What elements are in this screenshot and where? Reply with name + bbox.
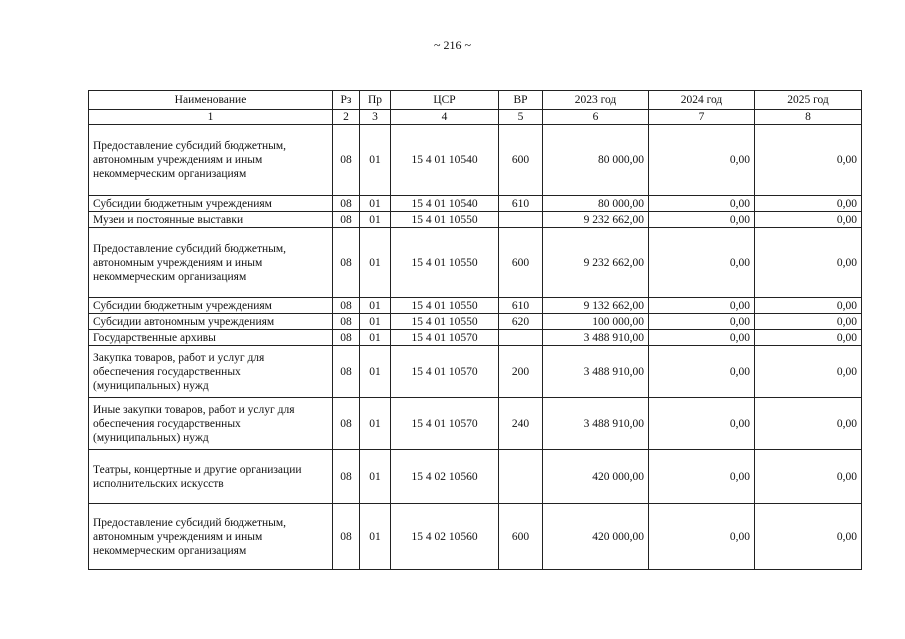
row-2023: 3 488 910,00 (543, 330, 649, 346)
row-2025: 0,00 (755, 228, 862, 298)
table-row (89, 298, 862, 314)
header-rz: Рз (333, 91, 360, 110)
header-pr: Пр (360, 91, 391, 110)
row-name: Предоставление субсидий бюджетным, автономным учреждениям и иным некоммерческим организациям (89, 504, 333, 570)
row-2025: 0,00 (755, 298, 862, 314)
row-csr: 15 4 01 10550 (391, 212, 499, 228)
header-row (89, 91, 862, 110)
table-row (89, 228, 862, 298)
row-rz: 08 (333, 450, 360, 504)
row-vr: 240 (499, 398, 543, 450)
row-2023: 3 488 910,00 (543, 346, 649, 398)
header-2024: 2024 год (649, 91, 755, 110)
row-2023: 80 000,00 (543, 125, 649, 196)
row-2025: 0,00 (755, 398, 862, 450)
row-rz: 08 (333, 298, 360, 314)
row-rz: 08 (333, 212, 360, 228)
row-2023: 420 000,00 (543, 504, 649, 570)
row-vr (499, 212, 543, 228)
row-vr (499, 330, 543, 346)
column-number: 8 (755, 110, 862, 125)
row-rz: 08 (333, 228, 360, 298)
row-vr (499, 450, 543, 504)
row-2023: 80 000,00 (543, 196, 649, 212)
row-rz: 08 (333, 196, 360, 212)
row-csr: 15 4 02 10560 (391, 450, 499, 504)
row-rz: 08 (333, 330, 360, 346)
row-name: Субсидии автономным учреждениям (89, 314, 333, 330)
table-row (89, 125, 862, 196)
row-vr: 600 (499, 504, 543, 570)
row-2024: 0,00 (649, 125, 755, 196)
header-csr: ЦСР (391, 91, 499, 110)
row-rz: 08 (333, 398, 360, 450)
column-number: 5 (499, 110, 543, 125)
row-name: Предоставление субсидий бюджетным, автономным учреждениям и иным некоммерческим организациям (89, 125, 333, 196)
row-name: Театры, концертные и другие организации исполнительских искусств (89, 450, 333, 504)
row-csr: 15 4 01 10570 (391, 398, 499, 450)
row-pr: 01 (360, 196, 391, 212)
row-pr: 01 (360, 125, 391, 196)
row-2025: 0,00 (755, 125, 862, 196)
row-2025: 0,00 (755, 504, 862, 570)
row-name: Закупка товаров, работ и услуг для обеспечения государственных (муниципальных) нужд (89, 346, 333, 398)
row-2024: 0,00 (649, 196, 755, 212)
row-vr: 610 (499, 196, 543, 212)
row-pr: 01 (360, 314, 391, 330)
row-csr: 15 4 01 10550 (391, 228, 499, 298)
row-2023: 9 132 662,00 (543, 298, 649, 314)
row-csr: 15 4 01 10550 (391, 298, 499, 314)
row-2024: 0,00 (649, 298, 755, 314)
row-2023: 3 488 910,00 (543, 398, 649, 450)
table-row (89, 346, 862, 398)
budget-table (88, 90, 862, 570)
row-csr: 15 4 02 10560 (391, 504, 499, 570)
row-csr: 15 4 01 10570 (391, 330, 499, 346)
row-2025: 0,00 (755, 212, 862, 228)
row-2023: 9 232 662,00 (543, 212, 649, 228)
row-2024: 0,00 (649, 212, 755, 228)
row-2023: 9 232 662,00 (543, 228, 649, 298)
row-rz: 08 (333, 125, 360, 196)
row-2024: 0,00 (649, 346, 755, 398)
page-number: ~ 216 ~ (434, 38, 471, 52)
row-pr: 01 (360, 330, 391, 346)
row-vr: 610 (499, 298, 543, 314)
row-rz: 08 (333, 504, 360, 570)
row-2024: 0,00 (649, 504, 755, 570)
row-csr: 15 4 01 10570 (391, 346, 499, 398)
header-name: Наименование (89, 91, 333, 110)
row-2023: 420 000,00 (543, 450, 649, 504)
row-pr: 01 (360, 212, 391, 228)
header-2025: 2025 год (755, 91, 862, 110)
column-number: 4 (391, 110, 499, 125)
row-name: Музеи и постоянные выставки (89, 212, 333, 228)
table-row (89, 330, 862, 346)
row-vr: 600 (499, 125, 543, 196)
row-name: Субсидии бюджетным учреждениям (89, 298, 333, 314)
header-vr: ВР (499, 91, 543, 110)
row-pr: 01 (360, 450, 391, 504)
table-row (89, 314, 862, 330)
row-rz: 08 (333, 346, 360, 398)
row-name: Государственные архивы (89, 330, 333, 346)
row-2024: 0,00 (649, 228, 755, 298)
row-name: Иные закупки товаров, работ и услуг для обеспечения государственных (муниципальных) нужд (89, 398, 333, 450)
row-vr: 600 (499, 228, 543, 298)
column-number: 1 (89, 110, 333, 125)
row-2024: 0,00 (649, 398, 755, 450)
row-2024: 0,00 (649, 314, 755, 330)
column-number: 3 (360, 110, 391, 125)
row-2025: 0,00 (755, 314, 862, 330)
row-vr: 620 (499, 314, 543, 330)
row-2025: 0,00 (755, 450, 862, 504)
column-number-row (89, 110, 862, 125)
row-csr: 15 4 01 10540 (391, 196, 499, 212)
table-row (89, 450, 862, 504)
row-2025: 0,00 (755, 196, 862, 212)
row-name: Предоставление субсидий бюджетным, автономным учреждениям и иным некоммерческим организациям (89, 228, 333, 298)
row-2024: 0,00 (649, 450, 755, 504)
row-csr: 15 4 01 10540 (391, 125, 499, 196)
column-number: 2 (333, 110, 360, 125)
table-row (89, 212, 862, 228)
column-number: 6 (543, 110, 649, 125)
row-2025: 0,00 (755, 330, 862, 346)
column-number: 7 (649, 110, 755, 125)
row-pr: 01 (360, 504, 391, 570)
table-row (89, 398, 862, 450)
row-pr: 01 (360, 228, 391, 298)
row-2023: 100 000,00 (543, 314, 649, 330)
row-csr: 15 4 01 10550 (391, 314, 499, 330)
row-name: Субсидии бюджетным учреждениям (89, 196, 333, 212)
header-2023: 2023 год (543, 91, 649, 110)
row-pr: 01 (360, 346, 391, 398)
row-pr: 01 (360, 298, 391, 314)
row-pr: 01 (360, 398, 391, 450)
table-row (89, 196, 862, 212)
row-2024: 0,00 (649, 330, 755, 346)
row-2025: 0,00 (755, 346, 862, 398)
row-rz: 08 (333, 314, 360, 330)
table-row (89, 504, 862, 570)
row-vr: 200 (499, 346, 543, 398)
